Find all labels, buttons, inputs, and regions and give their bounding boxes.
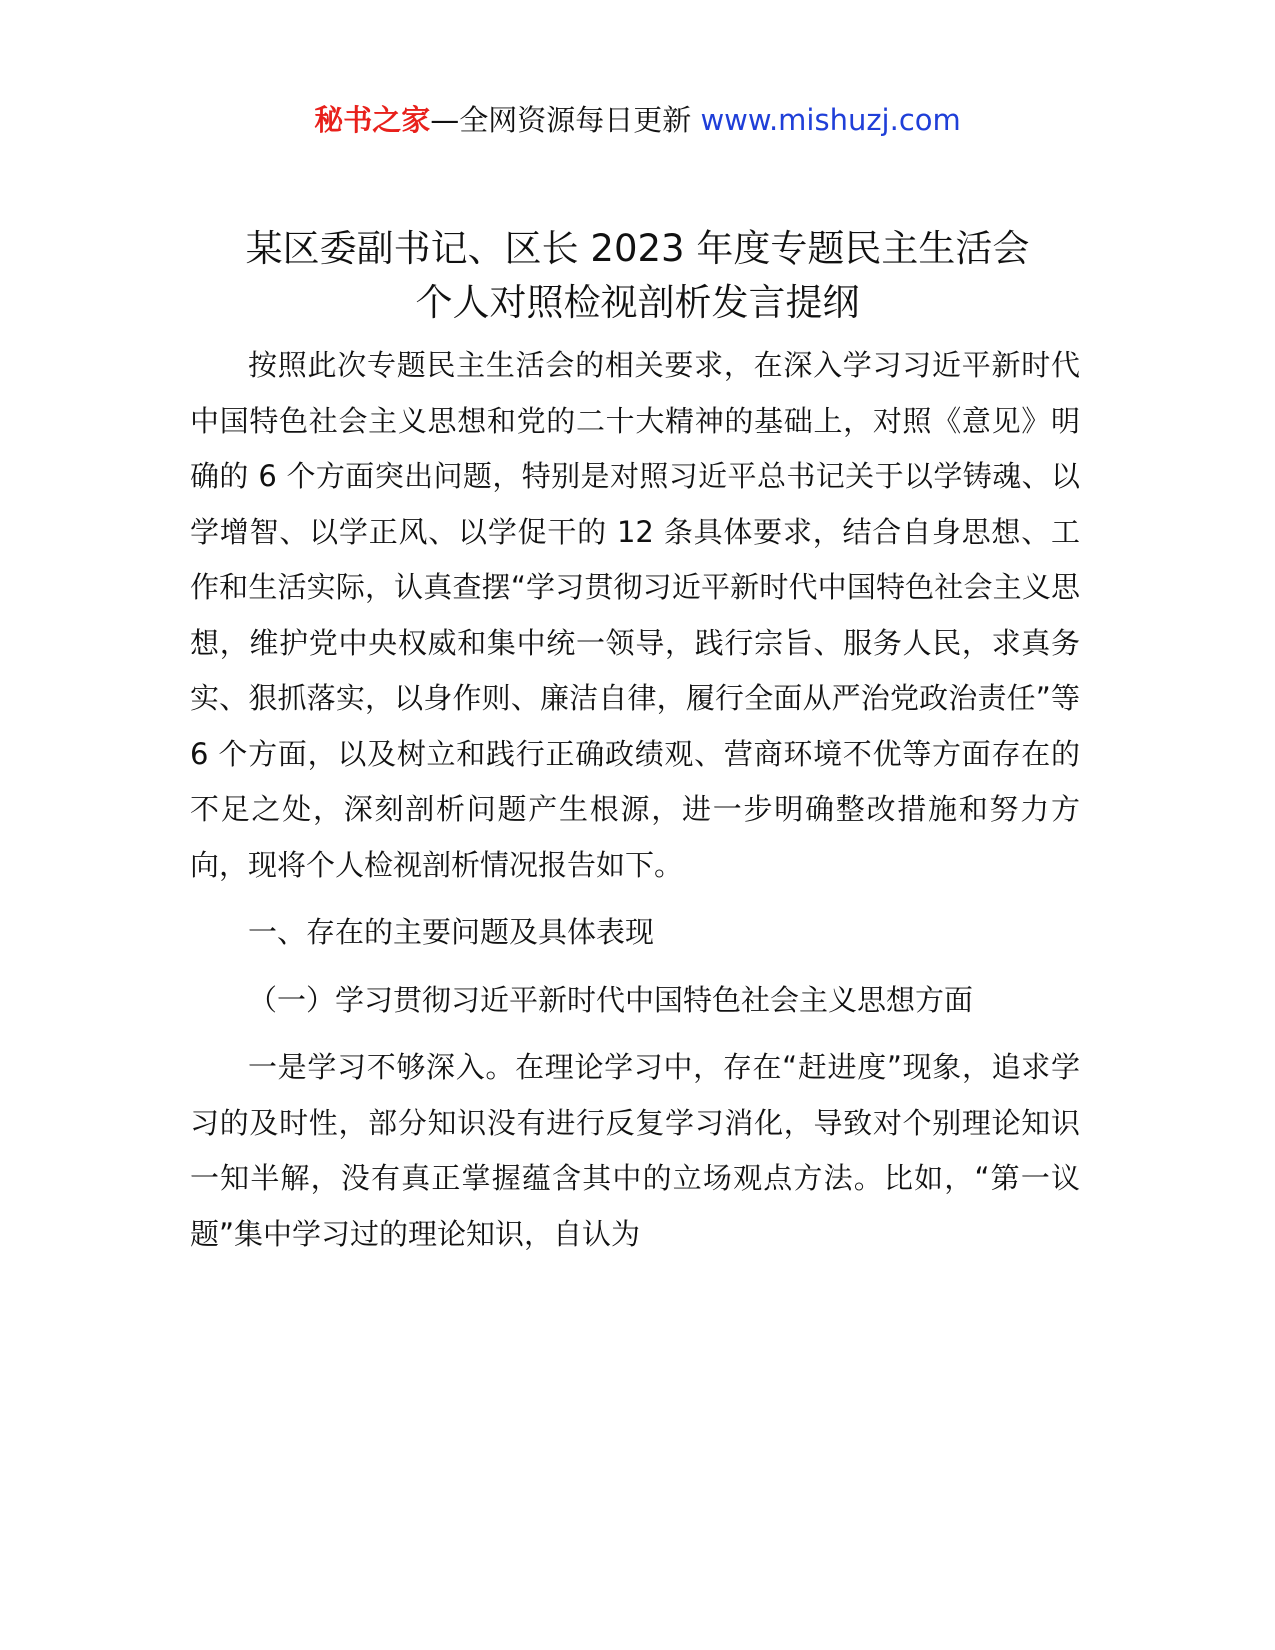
- title-line-1: 某区委副书记、区长 2023 年度专题民主生活会: [245, 227, 1030, 270]
- section-heading: 一、存在的主要问题及具体表现: [248, 915, 655, 949]
- point-paragraph: 一是学习不够深入。在理论学习中，存在“赶进度”现象，追求学习的及时性，部分知识没有进行反复学习消化，导致对个别理论知识一知半解，没有真正掌握蕴含其中的立场观点方法。比如，“第一议题”集中学习过的理论知识，自认为: [190, 1050, 1080, 1251]
- brand-name: 秘书之家: [314, 103, 431, 137]
- document-body: [190, 338, 1080, 1274]
- title-line-2: 个人对照检视剖析发言提纲: [415, 281, 860, 324]
- header-tagline: —全网资源每日更新: [430, 103, 701, 137]
- subsection-heading: （一）学习贯彻习近平新时代中国特色社会主义思想方面: [248, 982, 974, 1017]
- intro-paragraph: 按照此次专题民主生活会的相关要求，在深入学习习近平新时代中国特色社会主义思想和党的二十大精神的基础上，对照《意见》明确的 6 个方面突出问题，特别是对照习近平总书记关于以学铸魂、以学增智、以学正风、以学促干的 12 条具体要求，结合自身思想、工作和生活实际，认真查摆“学习贯彻习近平新时代中国特色社会主义思想，维护党中央权威和集中统一领导，践行宗旨、服务人民，求真务实、狠抓落实，以身作则、廉洁自律，履行全面从严治党政治责任”等 6 个方面，以及树立和践行正确政绩观、营商环境不优等方面存在的不足之处，深刻剖析问题产生根源，进一步明确整改措施和努力方向，现将个人检视剖析情况报告如下。: [190, 348, 1080, 882]
- document-title: [150, 222, 1125, 330]
- site-header: [0, 98, 1275, 142]
- site-url[interactable]: www.mishuzj.com: [700, 103, 961, 137]
